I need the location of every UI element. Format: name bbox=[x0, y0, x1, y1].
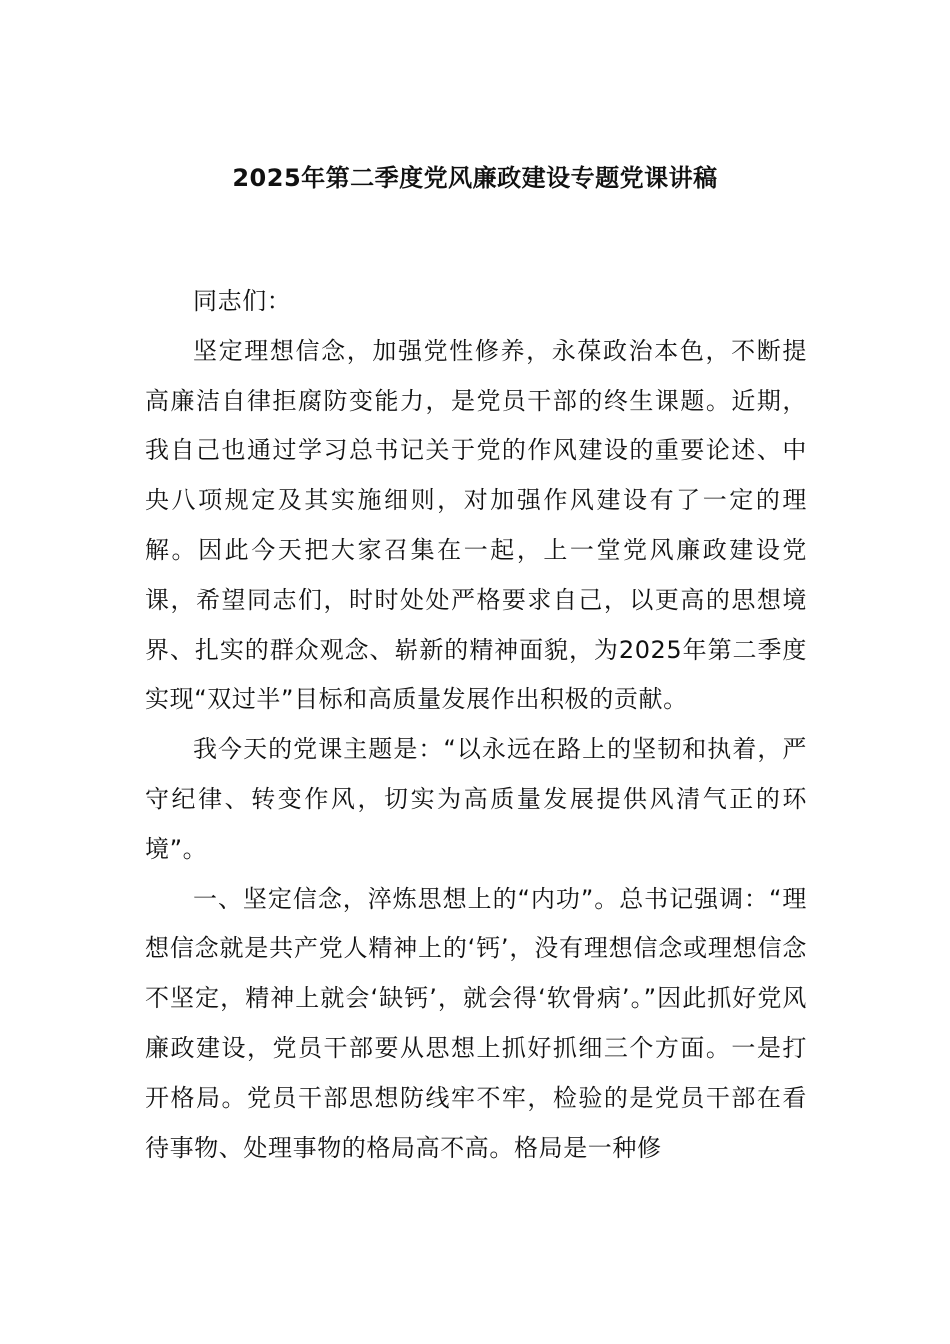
document-body bbox=[145, 277, 807, 1173]
theme-paragraph: 我今天的党课主题是：“以永远在路上的坚韧和执着，严守纪律、转变作风，切实为高质量发展提供风清气正的环境”。 bbox=[145, 735, 807, 863]
section-one-paragraph: 一、坚定信念，淬炼思想上的“内功”。总书记强调：“理想信念就是共产党人精神上的‘钙’，没有理想信念或理想信念不坚定，精神上就会‘缺钙’，就会得‘软骨病’。”因此抓好党风廉政建设，党员干部要从思想上抓好抓细三个方面。一是打开格局。党员干部思想防线牢不牢，检验的是党员干部在看待事物、处理事物的格局高不高。格局是一种修 bbox=[145, 884, 807, 1162]
document-title: 2025年第二季度党风廉政建设专题党课讲稿 bbox=[232, 164, 718, 192]
salutation-paragraph: 同志们： bbox=[193, 287, 292, 315]
intro-paragraph: 坚定理想信念，加强党性修养，永葆政治本色，不断提高廉洁自律拒腐防变能力，是党员干部的终生课题。近期，我自己也通过学习总书记关于党的作风建设的重要论述、中央八项规定及其实施细则，对加强作风建设有了一定的理解。因此今天把大家召集在一起，上一堂党风廉政建设党课，希望同志们，时时处处严格要求自己，以更高的思想境界、扎实的群众观念、崭新的精神面貌，为2025年第二季度实现“双过半”目标和高质量发展作出积极的贡献。 bbox=[145, 336, 807, 714]
